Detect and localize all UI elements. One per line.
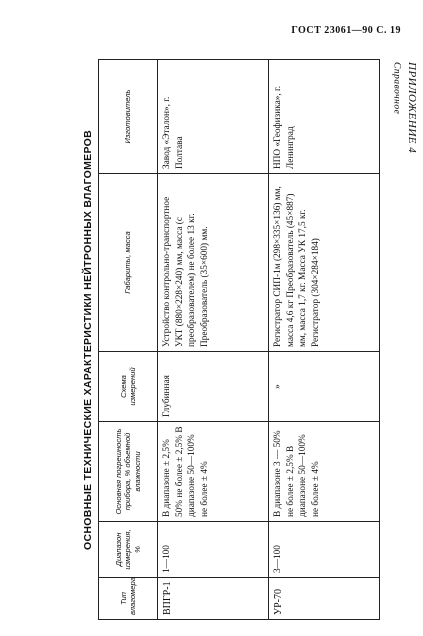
characteristics-table — [98, 59, 380, 620]
column-header-manufacturer: Изготовитель — [99, 60, 158, 174]
column-header-type: Тип влагомера — [99, 578, 158, 620]
table-title: ОСНОВНЫЕ ТЕХНИЧЕСКИЕ ХАРАКТЕРИСТИКИ НЕЙТРОННЫХ ВЛАГОМЕРОВ — [82, 130, 94, 550]
cell-type: УР-70 — [269, 578, 380, 620]
column-header-error: Основная погрешность прибора, % объемной влажности — [99, 422, 158, 522]
cell-scheme: » — [269, 352, 380, 422]
column-header-range: Диапазон измерения, % — [99, 522, 158, 578]
appendix-label: ПРИЛОЖЕНИЕ 4 — [405, 62, 418, 154]
cell-type: ВПГР-1 — [158, 578, 269, 620]
table-row — [269, 60, 380, 620]
page-header: ГОСТ 23061—90 С. 19 — [291, 25, 401, 36]
column-header-dimensions: Габариты, масса — [99, 174, 158, 352]
cell-manufacturer: НПО «Геофизика», г. Ленинград — [269, 60, 380, 174]
cell-dimensions: Устройство контрольно-транспортное УКТ (880×228×240) мм, масса (с преобразователем) не более 13 кг. Преобразователь (35×600) мм. — [158, 174, 269, 352]
cell-manufacturer: Завод «Эталон», г. Полтава — [158, 60, 269, 174]
appendix-label-block — [389, 62, 420, 153]
cell-error: В диапазоне 3 — 50% не более ± 2,5% В диапазоне 50—100% не более ± 4% — [269, 422, 380, 522]
column-header-scheme: Схема измерений — [99, 352, 158, 422]
cell-scheme: Глубинная — [158, 352, 269, 422]
cell-range: 3—100 — [269, 522, 380, 578]
cell-error: В диапазоне ± 2,5% 50% не более ± 2,5% В диапазоне 50—100% не более ± 4% — [158, 422, 269, 522]
cell-dimensions: Регистратор СИП-1м (298×335×136) мм, масса 4,6 кг Преобразователь (45×887) мм, масса 1,7 кг. Масса УК 17,5 кг. Регистратор (304×284×184) — [269, 174, 380, 352]
rotated-table-block — [78, 60, 378, 620]
table-row — [158, 60, 269, 620]
cell-range: 1—100 — [158, 522, 269, 578]
appendix-subtitle: Справочное — [391, 62, 402, 115]
table-header-row — [99, 60, 158, 620]
